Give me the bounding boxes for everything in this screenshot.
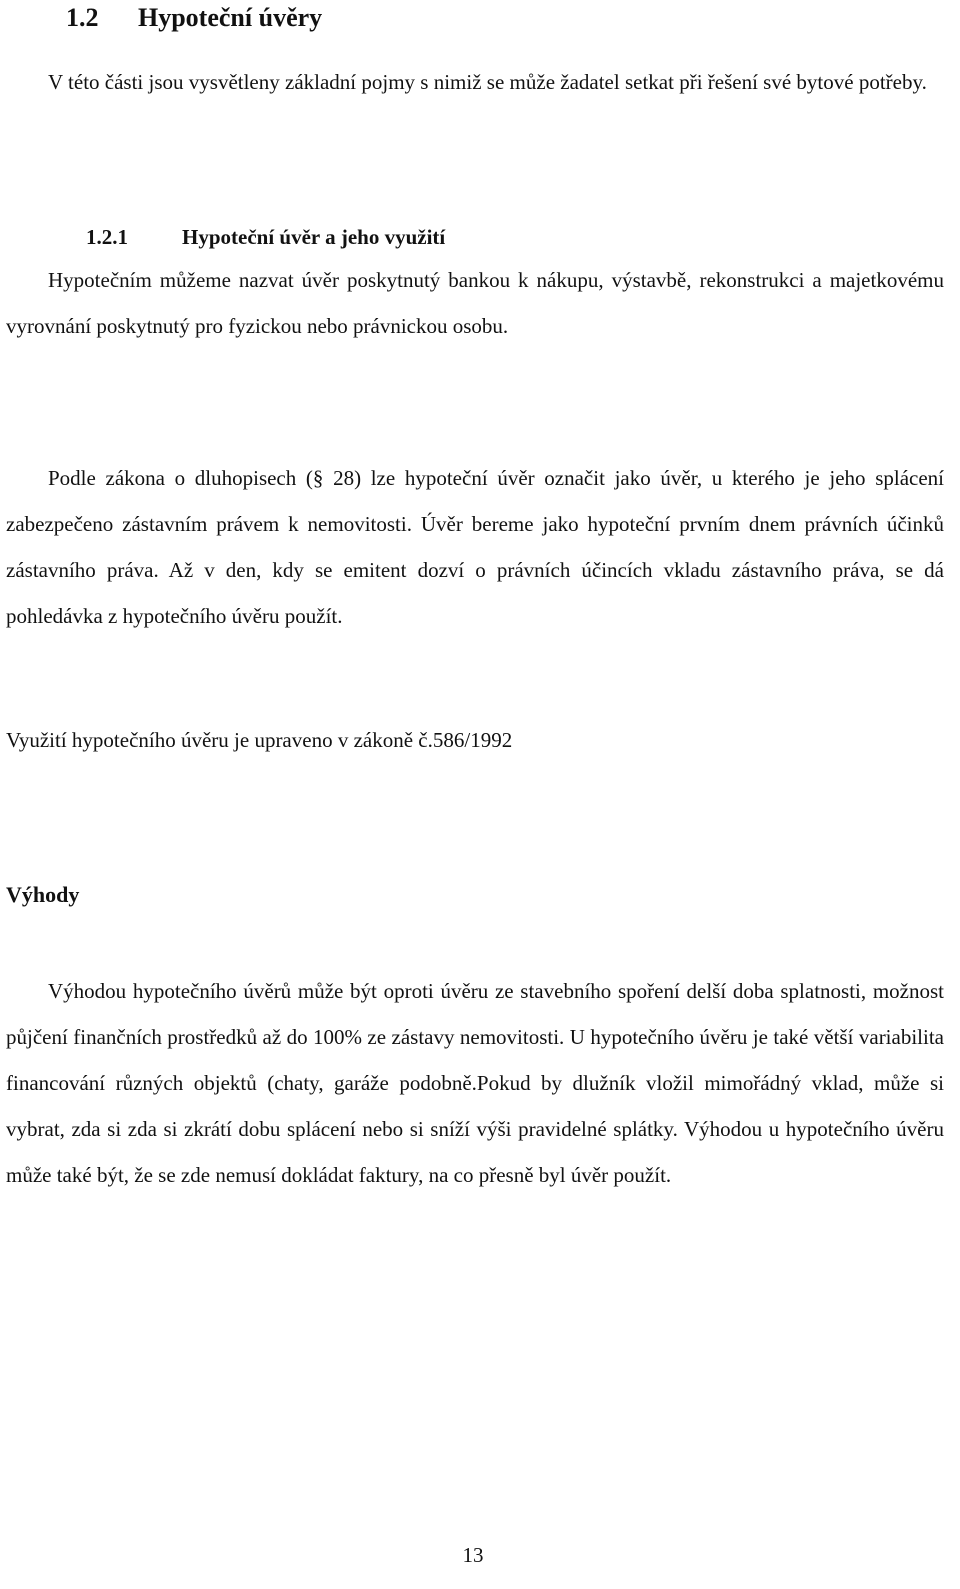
paragraph-advantages: Výhodou hypotečního úvěrů může být oproti úvěru ze stavebního spoření delší doba splatnosti, možnost půjčení finančních prostředků až do 100% ze zástavy nemovitosti. U hypotečního úvěru je také větší variabilita financování různých objektů (chaty, garáže podobně.Pokud by dlužník vložil mimořádný vklad, může si vybrat, zda si zda si zkrátí dobu splácení nebo si sníží výši pravidelné splátky. Výhodou u hypotečního úvěru může také být, že se zde nemusí dokládat faktury, na co přesně byl úvěr použít. xyxy=(6,979,944,1187)
subsection-heading xyxy=(86,222,445,252)
paragraph-law: Podle zákona o dluhopisech (§ 28) lze hypoteční úvěr označit jako úvěr, u kterého je jeho splácení zabezpečeno zástavním právem k nemovitosti. Úvěr bereme jako hypoteční prvním dnem právních účinků zástavního práva. Až v den, kdy se emitent dozví o právních účincích vkladu zástavního práva, se dá pohledávka z hypotečního úvěru použít. xyxy=(6,466,944,628)
paragraph-usage: Využití hypotečního úvěru je upraveno v zákoně č.586/1992 xyxy=(6,728,513,752)
advantages-heading: Výhody xyxy=(6,882,80,907)
subsection-title: Hypoteční úvěr a jeho využití xyxy=(182,225,446,249)
subsection-number: 1.2.1 xyxy=(86,225,128,249)
page-number: 13 xyxy=(462,1543,484,1567)
section-title: Hypoteční úvěry xyxy=(138,3,323,32)
section-number: 1.2 xyxy=(66,3,99,32)
section-heading xyxy=(66,0,322,36)
paragraph-definition: Hypotečním můžeme nazvat úvěr poskytnutý bankou k nákupu, výstavbě, rekonstrukci a majetkovému vyrovnání poskytnutý pro fyzickou nebo právnickou osobu. xyxy=(6,268,944,338)
section-intro: V této části jsou vysvětleny základní pojmy s nimiž se může žadatel setkat při řešení své bytové potřeby. xyxy=(48,70,927,94)
